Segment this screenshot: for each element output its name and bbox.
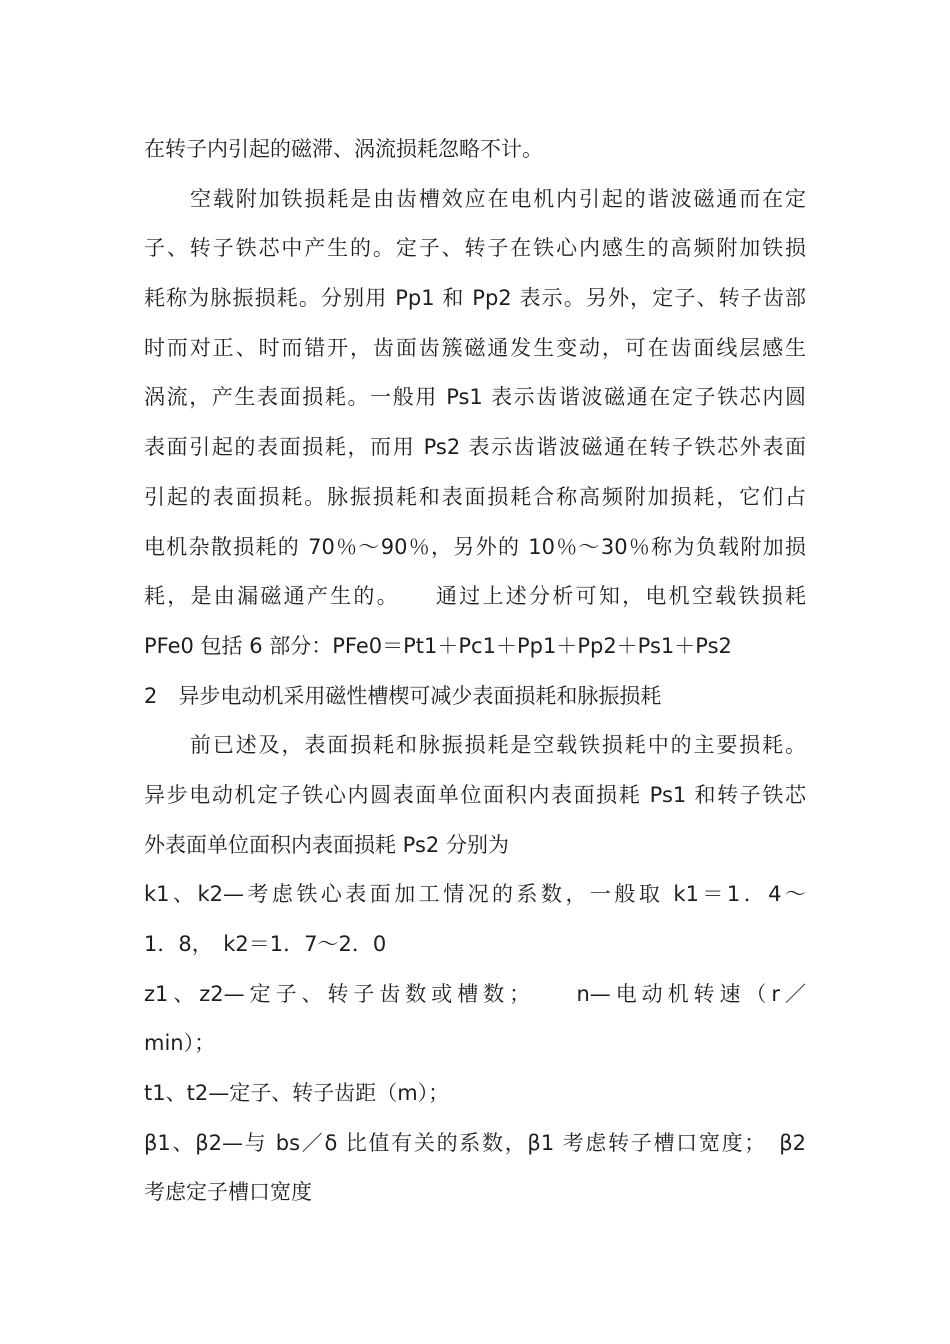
definition-line: k1、k2—考虑铁心表面加工情况的系数，一般取 k1＝1．4～	[144, 882, 806, 907]
formula-line: PFe0 包括 6 部分：PFe0＝Pt1＋Pc1＋Pp1＋Pp2＋Ps1＋Ps2	[144, 633, 732, 658]
text-line: 电机杂散损耗的 70％～90％，另外的 10％～30％称为负载附加损	[144, 534, 806, 559]
definition-line: 考虑定子槽口宽度	[144, 1180, 312, 1205]
document-body	[144, 125, 806, 1218]
text-line: 外表面单位面积内表面损耗 Ps2 分别为	[144, 832, 509, 857]
text-line: 引起的表面损耗。脉振损耗和表面损耗合称高频附加损耗，它们占	[144, 484, 806, 509]
definition-line: t1、t2—定子、转子齿距（m）；	[144, 1081, 450, 1106]
text-line: 子、转子铁芯中产生的。定子、转子在铁心内感生的高频附加铁损	[144, 236, 806, 261]
definition-line: β1、β2—与 bs／δ 比值有关的系数，β1 考虑转子槽口宽度； β2	[144, 1130, 806, 1155]
text-line: 耗，是由漏磁通产生的。 通过上述分析可知，电机空载铁损耗	[144, 584, 806, 609]
text-line: 表面引起的表面损耗，而用 Ps2 表示齿谐波磁通在转子铁芯外表面	[144, 435, 806, 460]
text-line: 耗称为脉振损耗。分别用 Pp1 和 Pp2 表示。另外，定子、转子齿部	[144, 286, 806, 311]
text-line: 时而对正、时而错开，齿面齿簇磁通发生变动，可在齿面线层感生	[144, 335, 806, 360]
text-line: 在转子内引起的磁滞、涡流损耗忽略不计。	[144, 137, 543, 161]
section-heading: 2 异步电动机采用磁性槽楔可减少表面损耗和脉振损耗	[144, 683, 662, 708]
definition-line: 1．8， k2＝1．7～2．0	[144, 932, 387, 956]
paragraph-start-line: 前已述及，表面损耗和脉振损耗是空载铁损耗中的主要损耗。	[190, 733, 806, 758]
text-line: 异步电动机定子铁心内圆表面单位面积内表面损耗 Ps1 和转子铁芯	[144, 782, 806, 807]
paragraph-start-line: 空载附加铁损耗是由齿槽效应在电机内引起的谐波磁通而在定	[190, 186, 806, 211]
definition-line: z1、z2—定子、转子齿数或槽数； n—电动机转速（r／	[144, 981, 806, 1006]
text-line: 涡流，产生表面损耗。一般用 Ps1 表示齿谐波磁通在定子铁芯内圆	[144, 385, 806, 410]
definition-line: min）；	[144, 1031, 216, 1056]
